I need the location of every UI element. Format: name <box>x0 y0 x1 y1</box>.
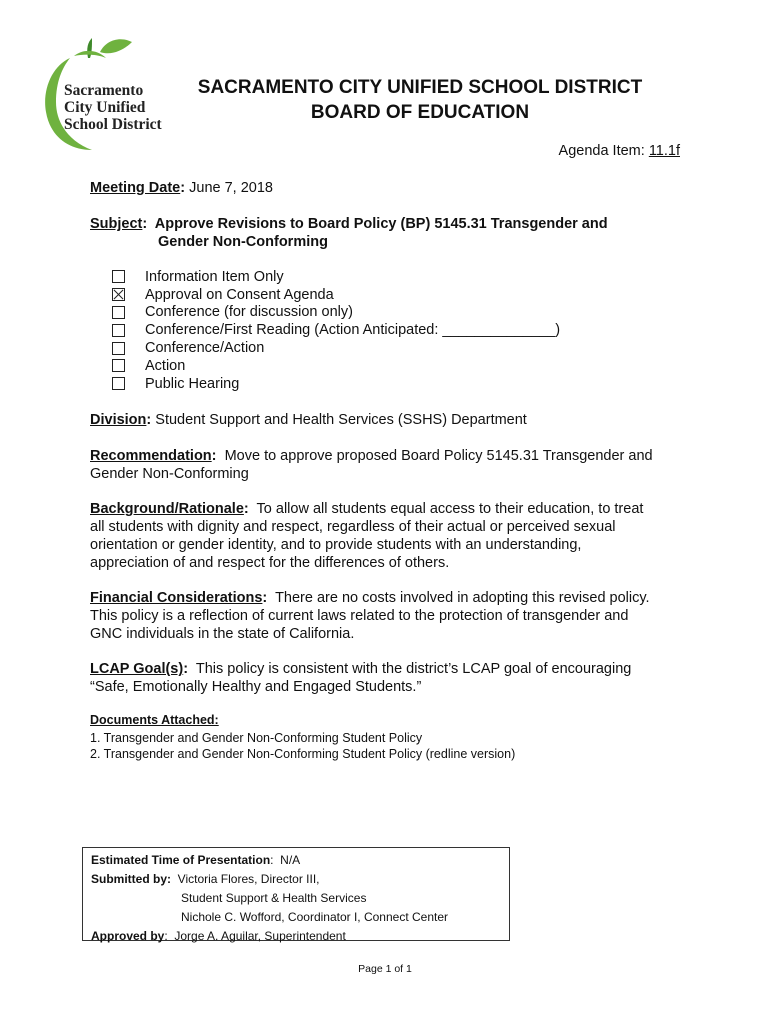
subject-label: Subject <box>90 216 143 232</box>
checklist-item <box>112 304 560 322</box>
approved-value: Jorge A. Aguilar, Superintendent <box>174 929 346 943</box>
division-label: Division <box>90 412 147 428</box>
division: Division: Student Support and Health Services (SSHS) Department <box>90 412 527 428</box>
checklist-label: Conference/Action <box>145 340 265 357</box>
checklist-item <box>112 357 560 375</box>
checklist-label: Public Hearing <box>145 375 240 392</box>
time-label: Estimated Time of Presentation <box>91 853 271 867</box>
subject-line-2: Gender Non-Conforming <box>158 234 328 250</box>
checkbox[interactable] <box>112 377 125 390</box>
background-text: all students with dignity and respect, regardless of their actual or perceived sexual <box>90 519 616 535</box>
checkbox[interactable] <box>112 324 125 337</box>
checklist-label: Action <box>145 357 186 374</box>
presentation-summary-box: Estimated Time of Presentation : N/A Submitted by: Victoria Flores, Director III, Student Support & Health Services Nichole C. Wofford, Coordinator I, Connect Center Approved by : Jorge A. Aguilar, Superintendent <box>82 847 510 941</box>
documents-list <box>90 730 515 762</box>
approved-label: Approved by <box>91 929 165 943</box>
checklist-item <box>112 339 560 357</box>
meeting-date-label: Meeting Date <box>90 180 181 196</box>
financial-considerations: Financial Considerations: There are no costs involved in adopting this revised policy. This policy is a reflection of current laws related to the protection of transgender and GNC individuals in the state of California. <box>90 589 690 643</box>
lcap-text: This policy is consistent with the district’s LCAP goal of encouraging <box>195 661 632 677</box>
logo-line: City Unified <box>64 99 146 116</box>
financial-text: GNC individuals in the state of California. <box>90 626 355 642</box>
financial-text: There are no costs involved in adopting this revised policy. <box>275 590 650 606</box>
checkbox[interactable] <box>112 270 125 283</box>
background-text: appreciation of and respect for the differences of others. <box>90 555 450 571</box>
checkbox[interactable] <box>112 359 125 372</box>
documents-heading: Documents Attached: <box>90 713 219 727</box>
recommendation-label: Recommendation <box>90 448 212 464</box>
checkbox[interactable] <box>112 306 125 319</box>
title-line-1: SACRAMENTO CITY UNIFIED SCHOOL DISTRICT <box>197 77 643 98</box>
background-text: orientation or gender identity, and to provide students with an understanding, <box>90 537 582 553</box>
submitted-label: Submitted by: <box>91 872 171 886</box>
checklist-item <box>112 375 560 393</box>
recommendation-text: Move to approve proposed Board Policy 5145.31 Transgender and <box>224 448 653 464</box>
background-label: Background/Rationale <box>90 501 244 517</box>
subject: Subject: Approve Revisions to Board Policy (BP) 5145.31 Transgender and Gender Non-Conforming <box>90 216 608 250</box>
checklist-item <box>112 286 560 304</box>
financial-label: Financial Considerations <box>90 590 263 606</box>
document-item: 1. Transgender and Gender Non-Conforming Student Policy <box>90 731 423 745</box>
checklist-label: Information Item Only <box>145 268 284 285</box>
checklist-label: Conference/First Reading (Action Anticipated: ______________) <box>145 322 561 339</box>
lcap-text: “Safe, Emotionally Healthy and Engaged Students.” <box>90 679 422 695</box>
logo-line: School District <box>64 116 162 133</box>
page-title <box>100 75 740 125</box>
submitted-value: Student Support & Health Services <box>181 891 367 905</box>
checklist-label: Conference (for discussion only) <box>145 304 353 321</box>
agenda-item <box>559 143 680 159</box>
document-item: 2. Transgender and Gender Non-Conforming Student Policy (redline version) <box>90 747 516 761</box>
agenda-label: Agenda Item: <box>558 143 645 159</box>
title-line-2: BOARD OF EDUCATION <box>310 102 530 123</box>
subject-line-1: Approve Revisions to Board Policy (BP) 5145.31 Transgender and <box>154 216 608 232</box>
lcap-label: LCAP Goal(s) <box>90 661 184 677</box>
submitted-value: Nichole C. Wofford, Coordinator I, Connect Center <box>181 910 449 924</box>
logo-line: Sacramento <box>64 82 144 99</box>
background-text: To allow all students equal access to their education, to treat <box>256 501 644 517</box>
checkbox-checked[interactable] <box>112 288 125 301</box>
time-value: N/A <box>280 853 301 867</box>
meeting-date-value: June 7, 2018 <box>189 180 273 196</box>
recommendation-text: Gender Non-Conforming <box>90 466 249 482</box>
checklist-item <box>112 268 560 286</box>
background-rationale: Background/Rationale: To allow all students equal access to their education, to treat all students with dignity and respect, regardless of their actual or perceived sexual orientation or gender identity, and to provide students with an understanding, appreciation of and respect for the differences of others. <box>90 500 690 572</box>
agenda-value: 11.1f <box>648 143 680 159</box>
meeting-date: Meeting Date: June 7, 2018 <box>90 180 273 196</box>
agenda-type-checklist <box>112 268 560 393</box>
lcap-goals: LCAP Goal(s): This policy is consistent with the district’s LCAP goal of encouraging “Safe, Emotionally Healthy and Engaged Students.” <box>90 660 690 696</box>
financial-text: This policy is a reflection of current laws related to the protection of transgender and <box>90 608 629 624</box>
checklist-label: Approval on Consent Agenda <box>145 286 334 303</box>
page-number: Page 1 of 1 <box>358 963 412 975</box>
submitted-value: Victoria Flores, Director III, <box>177 872 320 886</box>
recommendation: Recommendation: Move to approve proposed Board Policy 5145.31 Transgender and Gender Non-Conforming <box>90 447 690 483</box>
checkbox[interactable] <box>112 342 125 355</box>
division-value: Student Support and Health Services (SSHS) Department <box>155 412 527 428</box>
checklist-item <box>112 321 560 339</box>
